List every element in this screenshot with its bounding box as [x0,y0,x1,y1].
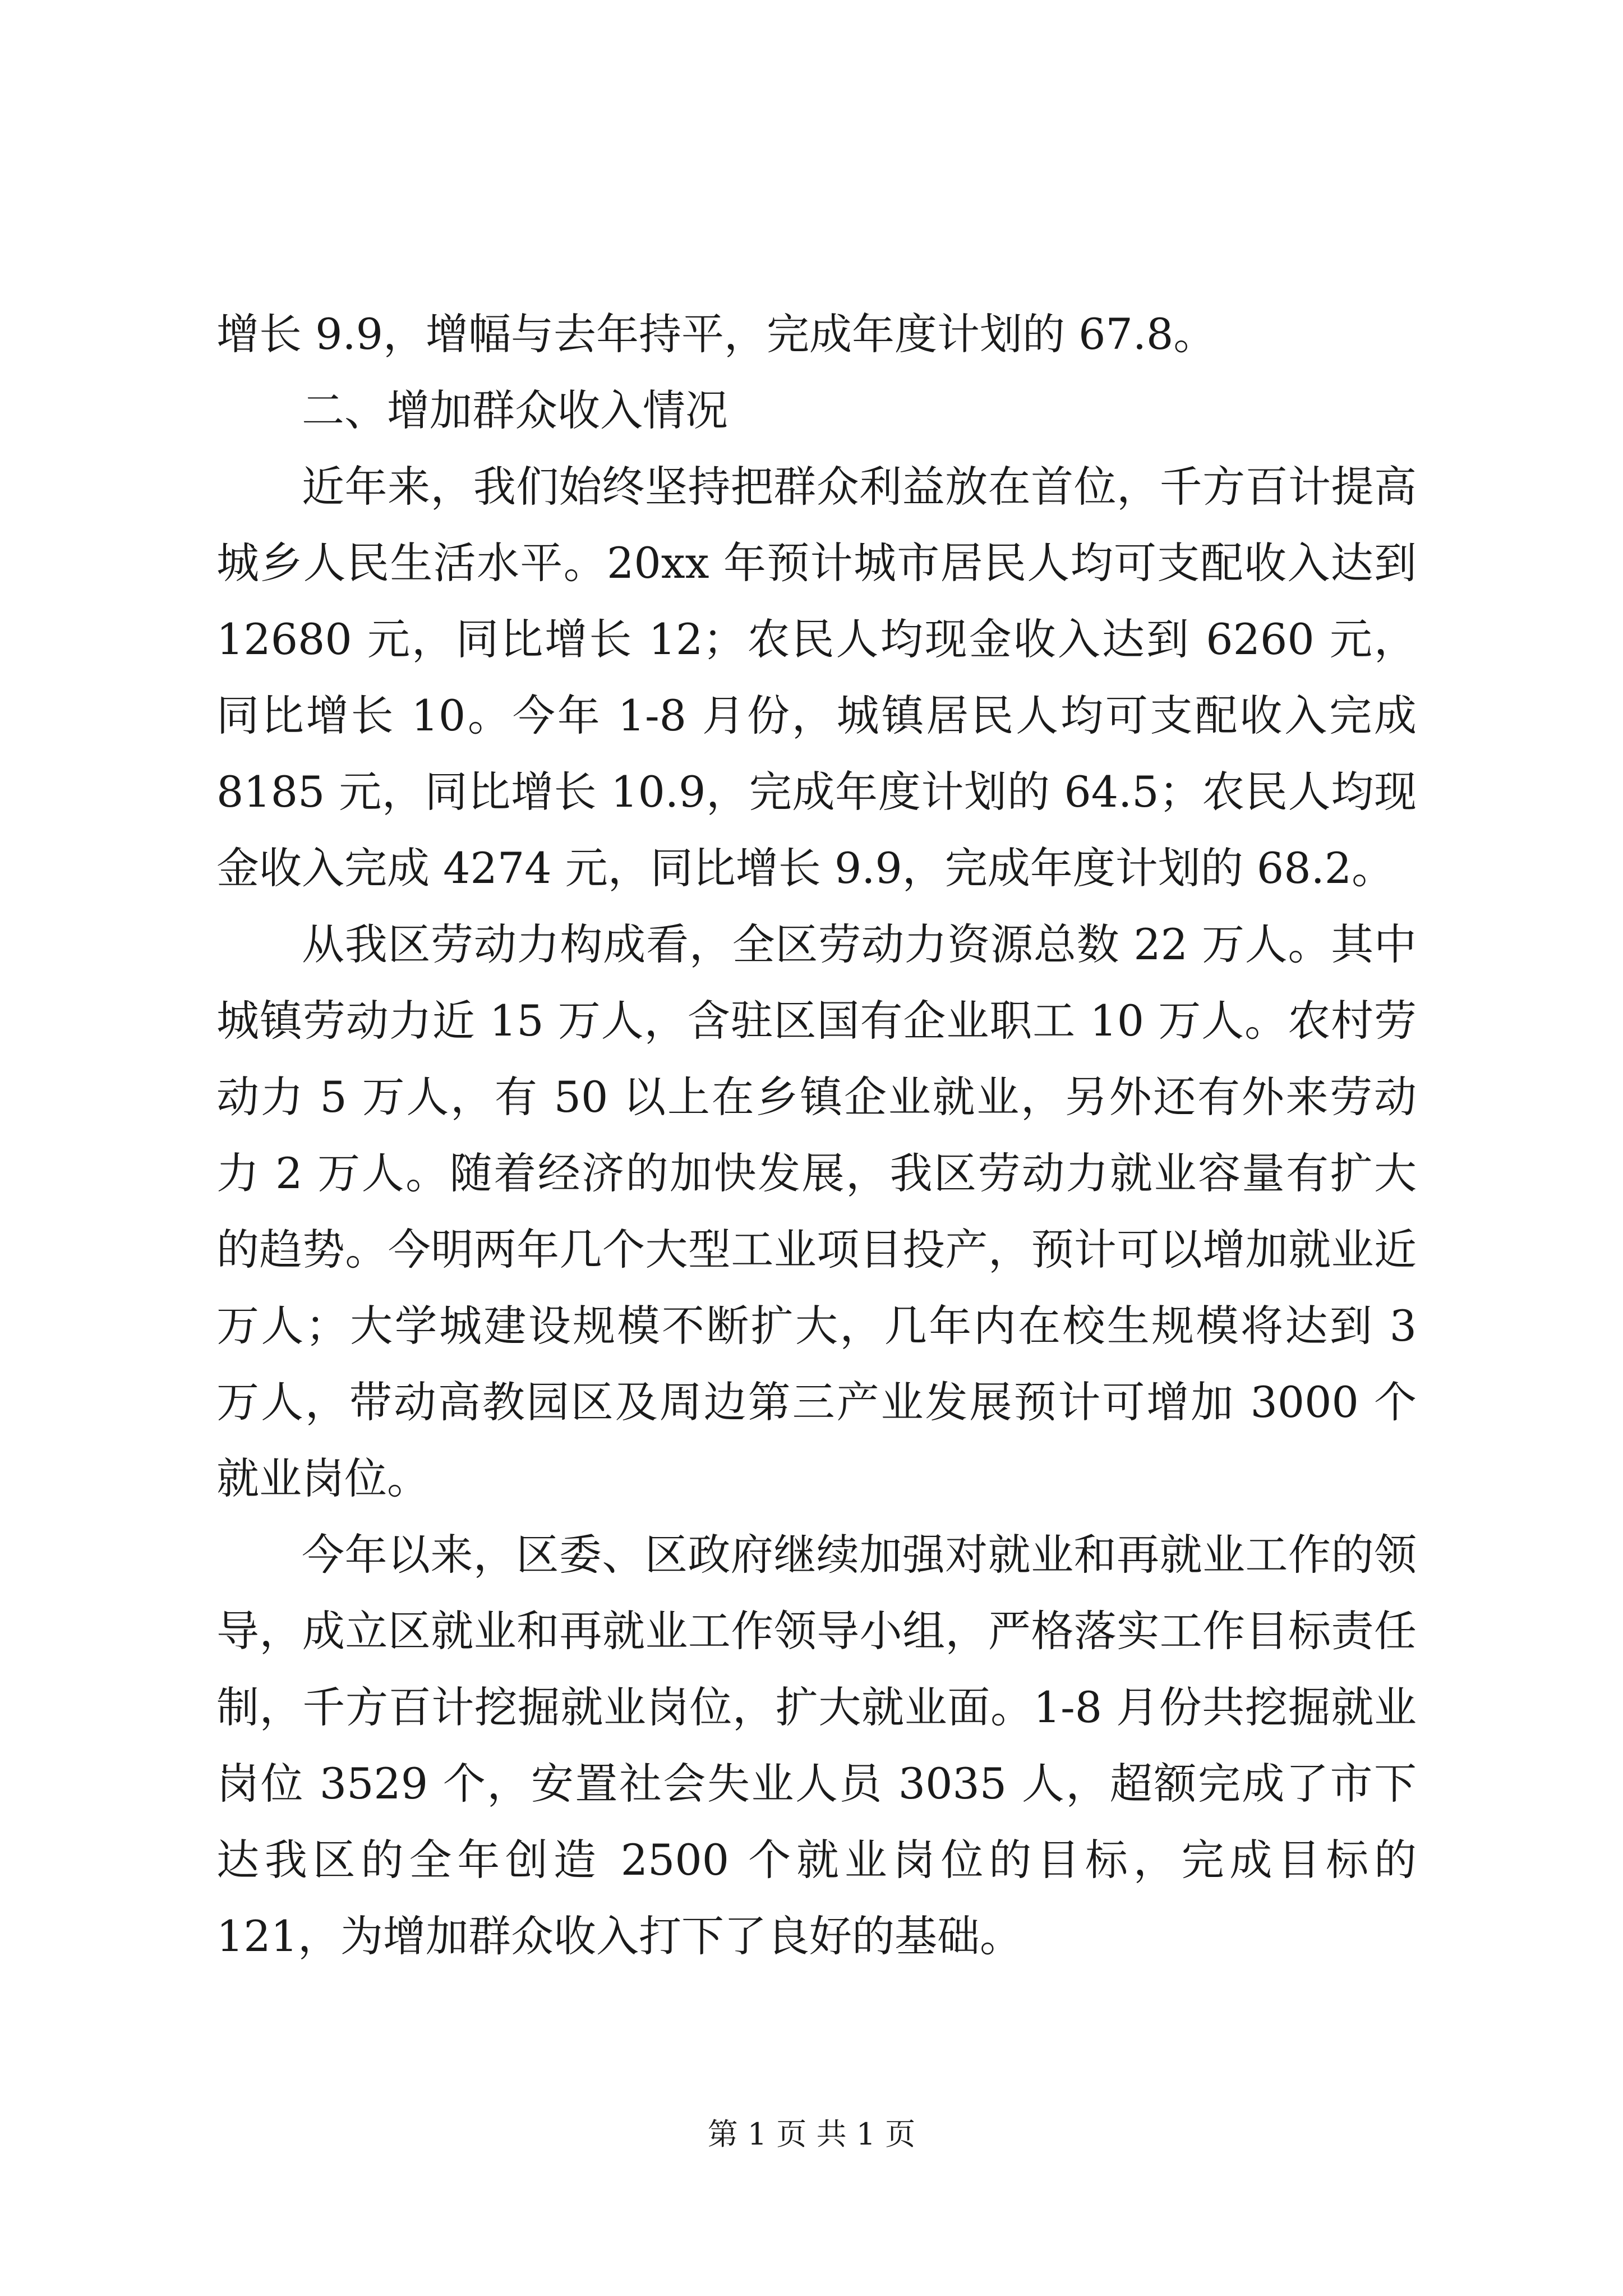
paragraph-continuation: 增长 9.9，增幅与去年持平，完成年度计划的 67.8。 [216,309,1216,359]
paragraph-income: 近年来，我们始终坚持把群众利益放在首位，千方百计提高城乡人民生活水平。20xx 年预计城市居民人均可支配收入达到 12680 元，同比增长 12；农民人均现金收入达到 6260 元，同比增长 10。今年 1-8 月份，城镇居民人均可支配收入完成 8185 元，同比增长 10.9，完成年度计划的 64.5；农民人均现金收入完成 4274 元，同比增长 9.9，完成年度计划的 68.2。 [216,462,1417,893]
document-body [216,296,1417,1975]
paragraph-labor-force: 从我区劳动力构成看，全区劳动力资源总数 22 万人。其中城镇劳动力近 15 万人，含驻区国有企业职工 10 万人。农村劳动力 5 万人，有 50 以上在乡镇企业就业，另外还有外来劳动力 2 万人。随着经济的加快发展，我区劳动力就业容量有扩大的趋势。今明两年几个大型工业项目投产，预计可以增加就业近万人；大学城建设规模不断扩大，几年内在校生规模将达到 3 万人，带动高教园区及周边第三产业发展预计可增加 3000 个就业岗位。 [216,919,1417,1503]
section-heading: 二、增加群众收入情况 [302,385,728,435]
page-number-footer: 第 1 页 共 1 页 [707,2116,916,2152]
paragraph-employment: 今年以来，区委、区政府继续加强对就业和再就业工作的领导，成立区就业和再就业工作领导小组，严格落实工作目标责任制，千方百计挖掘就业岗位，扩大就业面。1-8 月份共挖掘就业岗位 3529 个，安置社会失业人员 3035 人，超额完成了市下达我区的全年创造 2500 个就业岗位的目标，完成目标的 121，为增加群众收入打下了良好的基础。 [216,1530,1417,1961]
